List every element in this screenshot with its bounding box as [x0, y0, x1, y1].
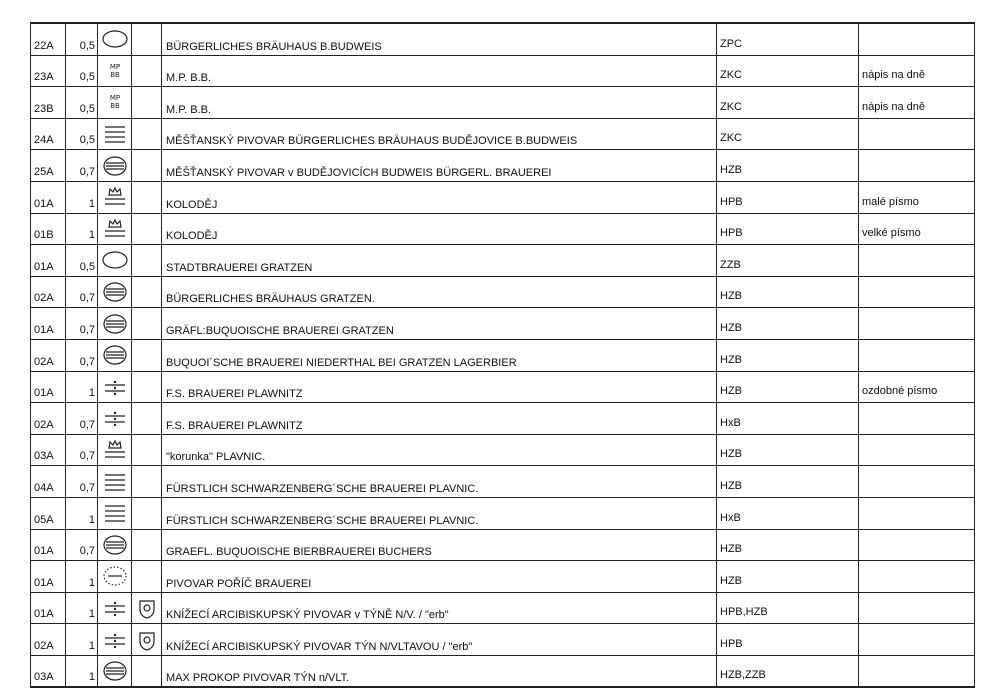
- mark-icon-cell: [98, 371, 132, 403]
- table-row: [31, 561, 975, 593]
- code-cell: 01A: [31, 529, 66, 561]
- type-cell: HZB: [717, 276, 859, 308]
- note-cell: [859, 592, 975, 624]
- extra-icon-cell: [132, 529, 162, 561]
- table-row: [31, 434, 975, 466]
- inscription-cell: FÜRSTLICH SCHWARZENBERG´SCHE BRAUEREI PLAVNIC.: [162, 466, 717, 498]
- extra-icon-cell: [132, 245, 162, 277]
- code-cell: 22A: [31, 23, 66, 55]
- catalog-sheet: [30, 22, 974, 688]
- extra-icon-cell: [132, 87, 162, 119]
- table-row: [31, 466, 975, 498]
- mark-icon-cell: [98, 403, 132, 435]
- note-cell: [859, 497, 975, 529]
- note-cell: [859, 466, 975, 498]
- volume-cell: 0,7: [66, 339, 98, 371]
- volume-cell: 0,7: [66, 403, 98, 435]
- note-cell: velké písmo: [859, 213, 975, 245]
- volume-cell: 0,5: [66, 118, 98, 150]
- code-cell: 02A: [31, 339, 66, 371]
- extra-icon-cell: [132, 624, 162, 656]
- mark-icon-cell: [98, 150, 132, 182]
- type-cell: HZB: [717, 150, 859, 182]
- code-cell: 01A: [31, 181, 66, 213]
- type-cell: HZB: [717, 561, 859, 593]
- table-row: [31, 592, 975, 624]
- note-cell: [859, 308, 975, 340]
- crown-lines-icon: [100, 218, 130, 240]
- code-cell: 24A: [31, 118, 66, 150]
- mark-icon-cell: [98, 497, 132, 529]
- note-cell: [859, 150, 975, 182]
- volume-cell: 0,7: [66, 308, 98, 340]
- inscription-cell: "korunka" PLAVNIC.: [162, 434, 717, 466]
- table-row: [31, 245, 975, 277]
- lines-icon: [100, 502, 130, 524]
- table-row: [31, 87, 975, 119]
- type-cell: HZB,ZZB: [717, 655, 859, 687]
- extra-icon-cell: [132, 434, 162, 466]
- code-cell: 05A: [31, 497, 66, 529]
- inscription-cell: GRAEFL. BUQUOISCHE BIERBRAUEREI BUCHERS: [162, 529, 717, 561]
- code-cell: 23A: [31, 55, 66, 87]
- table-row: [31, 624, 975, 656]
- code-cell: 01A: [31, 245, 66, 277]
- mark-icon-cell: [98, 624, 132, 656]
- inscription-cell: STADTBRAUEREI GRATZEN: [162, 245, 717, 277]
- volume-cell: 0,7: [66, 150, 98, 182]
- crown-lines-icon: [100, 439, 130, 461]
- inscription-cell: MĚŠŤANSKÝ PIVOVAR v BUDĚJOVICÍCH BUDWEIS BÜRGERL. BRAUEREI: [162, 150, 717, 182]
- table-row: [31, 55, 975, 87]
- extra-icon-cell: [132, 308, 162, 340]
- note-cell: [859, 23, 975, 55]
- extra-icon-cell: [132, 23, 162, 55]
- svg-text:MP: MP: [109, 94, 120, 103]
- extra-icon-cell: [132, 497, 162, 529]
- code-cell: 01A: [31, 592, 66, 624]
- extra-icon-cell: [132, 213, 162, 245]
- volume-cell: 0,5: [66, 245, 98, 277]
- type-cell: HPB: [717, 624, 859, 656]
- note-cell: [859, 276, 975, 308]
- table-row: [31, 308, 975, 340]
- inscription-cell: KNÍŽECÍ ARCIBISKUPSKÝ PIVOVAR TÝN N/VLTAVOU / "erb": [162, 624, 717, 656]
- note-cell: nápis na dně: [859, 55, 975, 87]
- table-row: [31, 497, 975, 529]
- volume-cell: 0,7: [66, 434, 98, 466]
- mark-icon-cell: [98, 181, 132, 213]
- type-cell: ZKC: [717, 118, 859, 150]
- seal-oval-lines-icon: [100, 660, 130, 682]
- note-cell: [859, 339, 975, 371]
- extra-icon-cell: [132, 403, 162, 435]
- volume-cell: 0,7: [66, 466, 98, 498]
- lines-icon: [100, 123, 130, 145]
- code-cell: 03A: [31, 655, 66, 687]
- note-cell: malé písmo: [859, 181, 975, 213]
- code-cell: 02A: [31, 276, 66, 308]
- volume-cell: 0,5: [66, 23, 98, 55]
- seal-oval-lines-icon: [100, 534, 130, 556]
- lines-icon: [100, 471, 130, 493]
- inscription-cell: MAX PROKOP PIVOVAR TÝN n/VLT.: [162, 655, 717, 687]
- table-row: [31, 655, 975, 687]
- code-cell: 01A: [31, 371, 66, 403]
- note-cell: nápis na dně: [859, 87, 975, 119]
- extra-icon-cell: [132, 181, 162, 213]
- table-row: [31, 213, 975, 245]
- extra-icon-cell: [132, 371, 162, 403]
- mark-icon-cell: [98, 245, 132, 277]
- dotted-lines-icon: [100, 376, 130, 398]
- table-row: [31, 181, 975, 213]
- mark-icon-cell: [98, 308, 132, 340]
- type-cell: HZB: [717, 434, 859, 466]
- type-cell: HZB: [717, 308, 859, 340]
- inscription-cell: KOLODĚJ: [162, 181, 717, 213]
- type-cell: ZKC: [717, 87, 859, 119]
- code-cell: 02A: [31, 624, 66, 656]
- seal-oval-lines-icon: [100, 344, 130, 366]
- code-cell: 23B: [31, 87, 66, 119]
- mark-icon-cell: [98, 529, 132, 561]
- extra-icon-cell: [132, 55, 162, 87]
- code-cell: 25A: [31, 150, 66, 182]
- seal-oval-lines-icon: [100, 155, 130, 177]
- type-cell: HPB: [717, 213, 859, 245]
- svg-text:MP: MP: [109, 62, 120, 71]
- mark-icon-cell: [98, 87, 132, 119]
- note-cell: [859, 118, 975, 150]
- crown-lines-icon: [100, 186, 130, 208]
- volume-cell: 1: [66, 371, 98, 403]
- note-cell: [859, 624, 975, 656]
- inscription-cell: F.S. BRAUEREI PLAWNITZ: [162, 403, 717, 435]
- inscription-cell: MĚŠŤANSKÝ PIVOVAR BÜRGERLICHES BRÄUHAUS BUDĚJOVICE B.BUDWEIS: [162, 118, 717, 150]
- table-row: [31, 118, 975, 150]
- volume-cell: 0,7: [66, 529, 98, 561]
- type-cell: ZZB: [717, 245, 859, 277]
- volume-cell: 0,5: [66, 87, 98, 119]
- mark-icon-cell: [98, 434, 132, 466]
- note-cell: [859, 434, 975, 466]
- type-cell: HZB: [717, 339, 859, 371]
- type-cell: HxB: [717, 497, 859, 529]
- extra-icon-cell: [132, 561, 162, 593]
- extra-icon-cell: [132, 276, 162, 308]
- volume-cell: 1: [66, 181, 98, 213]
- table-row: [31, 150, 975, 182]
- seal-oval-lines-icon: [100, 281, 130, 303]
- type-cell: HxB: [717, 403, 859, 435]
- seal-oval-icon: [100, 249, 130, 271]
- code-cell: 03A: [31, 434, 66, 466]
- extra-icon-cell: [132, 118, 162, 150]
- extra-icon-cell: [132, 466, 162, 498]
- svg-text:BB: BB: [109, 102, 120, 111]
- inscription-cell: F.S. BRAUEREI PLAWNITZ: [162, 371, 717, 403]
- mark-icon-cell: [98, 276, 132, 308]
- type-cell: HPB,HZB: [717, 592, 859, 624]
- table-row: [31, 339, 975, 371]
- mark-icon-cell: [98, 55, 132, 87]
- inscription-cell: FÜRSTLICH SCHWARZENBERG´SCHE BRAUEREI PLAVNIC.: [162, 497, 717, 529]
- type-cell: HZB: [717, 529, 859, 561]
- volume-cell: 1: [66, 497, 98, 529]
- type-cell: ZPC: [717, 23, 859, 55]
- inscription-cell: BÜRGERLICHES BRÄUHAUS B.BUDWEIS: [162, 23, 717, 55]
- table-row: [31, 529, 975, 561]
- note-cell: ozdobné písmo: [859, 371, 975, 403]
- seal-oval-icon: [100, 28, 130, 50]
- extra-icon-cell: [132, 592, 162, 624]
- code-cell: 01A: [31, 561, 66, 593]
- coat-of-arms-icon: [132, 629, 162, 651]
- dotted-lines-icon: [100, 407, 130, 429]
- note-cell: [859, 561, 975, 593]
- note-cell: [859, 245, 975, 277]
- code-cell: 01A: [31, 308, 66, 340]
- inscription-cell: KNÍŽECÍ ARCIBISKUPSKÝ PIVOVAR v TÝNĚ N/V. / "erb": [162, 592, 717, 624]
- extra-icon-cell: [132, 150, 162, 182]
- mp-bb-monogram-icon: [100, 60, 130, 82]
- mark-icon-cell: [98, 118, 132, 150]
- inscription-cell: GRÄFL:BUQUOISCHE BRAUEREI GRATZEN: [162, 308, 717, 340]
- code-cell: 04A: [31, 466, 66, 498]
- table-row: [31, 23, 975, 55]
- note-cell: [859, 403, 975, 435]
- type-cell: HPB: [717, 181, 859, 213]
- inscription-cell: BÜRGERLICHES BRÄUHAUS GRATZEN.: [162, 276, 717, 308]
- mark-icon-cell: [98, 466, 132, 498]
- extra-icon-cell: [132, 339, 162, 371]
- inscription-cell: M.P. B.B.: [162, 87, 717, 119]
- seal-oval-lines-icon: [100, 313, 130, 335]
- volume-cell: 1: [66, 561, 98, 593]
- volume-cell: 1: [66, 213, 98, 245]
- volume-cell: 0,7: [66, 276, 98, 308]
- type-cell: HZB: [717, 466, 859, 498]
- mark-icon-cell: [98, 23, 132, 55]
- note-cell: [859, 529, 975, 561]
- inscription-cell: PIVOVAR POŘÍČ BRAUEREI: [162, 561, 717, 593]
- dotted-lines-icon: [100, 629, 130, 651]
- volume-cell: 1: [66, 655, 98, 687]
- mark-icon-cell: [98, 592, 132, 624]
- mark-icon-cell: [98, 339, 132, 371]
- table-row: [31, 276, 975, 308]
- dotted-oval-icon: [100, 565, 130, 587]
- svg-text:BB: BB: [109, 70, 120, 79]
- volume-cell: 1: [66, 624, 98, 656]
- volume-cell: 1: [66, 592, 98, 624]
- type-cell: HZB: [717, 371, 859, 403]
- catalog-table: [30, 22, 975, 688]
- table-row: [31, 371, 975, 403]
- code-cell: 01B: [31, 213, 66, 245]
- volume-cell: 0,5: [66, 55, 98, 87]
- mark-icon-cell: [98, 655, 132, 687]
- extra-icon-cell: [132, 655, 162, 687]
- inscription-cell: BUQUOI´SCHE BRAUEREI NIEDERTHAL BEI GRATZEN LAGERBIER: [162, 339, 717, 371]
- mp-bb-monogram-icon: [100, 91, 130, 113]
- table-row: [31, 403, 975, 435]
- inscription-cell: M.P. B.B.: [162, 55, 717, 87]
- type-cell: ZKC: [717, 55, 859, 87]
- code-cell: 02A: [31, 403, 66, 435]
- inscription-cell: KOLODĚJ: [162, 213, 717, 245]
- mark-icon-cell: [98, 213, 132, 245]
- mark-icon-cell: [98, 561, 132, 593]
- note-cell: [859, 655, 975, 687]
